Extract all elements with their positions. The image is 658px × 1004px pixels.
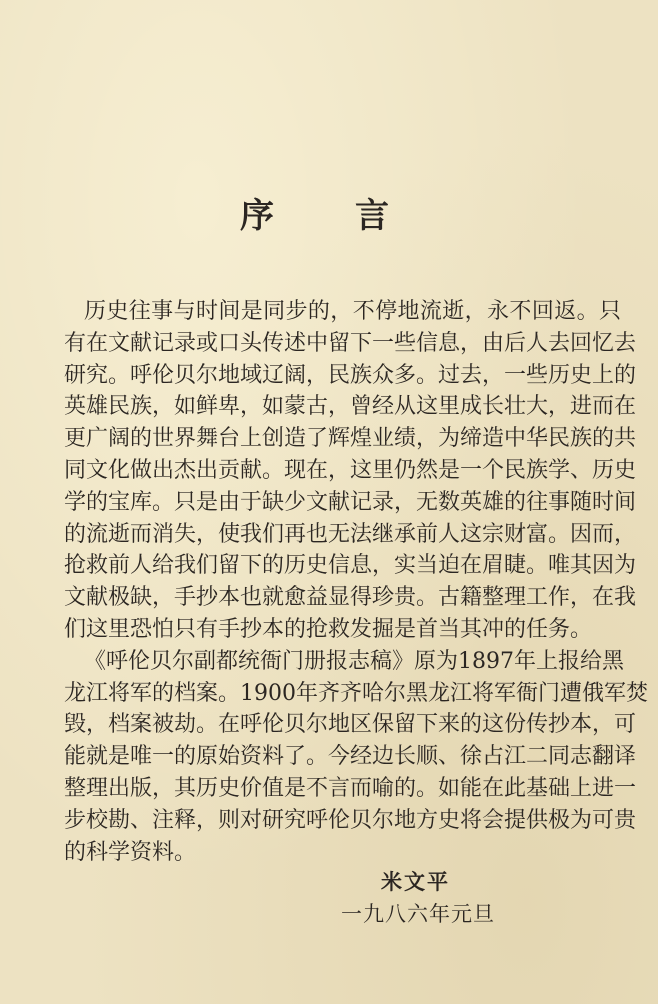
title-char: 言 [355, 196, 389, 236]
text-line: 英雄民族，如鲜卑，如蒙古，曾经从这里成长壮大，进而在 [64, 394, 637, 420]
text-line: 们这里恐怕只有手抄本的抢救发掘是首当其冲的任务。 [64, 616, 593, 642]
text-line: 《呼伦贝尔副都统衙门册报志稿》原为1897年上报给黑 [84, 648, 624, 674]
text-line: 有在文献记录或口头传述中留下一些信息，由后人去回忆去 [64, 330, 637, 356]
text-line: 步校勘、注释，则对研究呼伦贝尔地方史将会提供极为可贵 [64, 807, 637, 833]
text-line: 更广阔的世界舞台上创造了辉煌业绩，为缔造中华民族的共 [64, 426, 637, 452]
text-line: 历史往事与时间是同步的，不停地流逝，永不回返。只 [84, 299, 621, 324]
text-line: 龙江将军的档案。1900年齐齐哈尔黑龙江将军衙门遭俄军焚 [64, 680, 648, 706]
text-line: 能就是唯一的原始资料了。今经边长顺、徐占江二同志翻译 [64, 744, 637, 770]
text-line: 同文化做出杰出贡献。现在，这里仍然是一个民族学、历史 [64, 457, 637, 483]
text-line: 抢救前人给我们留下的历史信息，实当迫在眉睫。唯其因为 [64, 553, 637, 579]
text-line: 文献极缺，手抄本也就愈益显得珍贵。古籍整理工作，在我 [64, 585, 637, 611]
text-line: 整理出版，其历史价值是不言而喻的。如能在此基础上进一 [64, 775, 637, 801]
text-line: 研究。呼伦贝尔地域辽阔，民族众多。过去，一些历史上的 [64, 362, 637, 388]
date-line: 一九八六年元旦 [341, 902, 495, 926]
preface-body [64, 296, 648, 868]
text-line: 学的宝库。只是由于缺少文献记录，无数英雄的往事随时间 [64, 489, 637, 515]
title-char: 序 [240, 196, 274, 236]
text-line: 的科学资料。 [64, 839, 197, 865]
text-line: 毁，档案被劫。在呼伦贝尔地区保留下来的这份传抄本，可 [64, 712, 637, 738]
author-signature: 米文平 [381, 869, 450, 894]
text-line: 的流逝而消失，使我们再也无法继承前人这宗财富。因而， [64, 521, 637, 547]
page-title [0, 194, 658, 238]
